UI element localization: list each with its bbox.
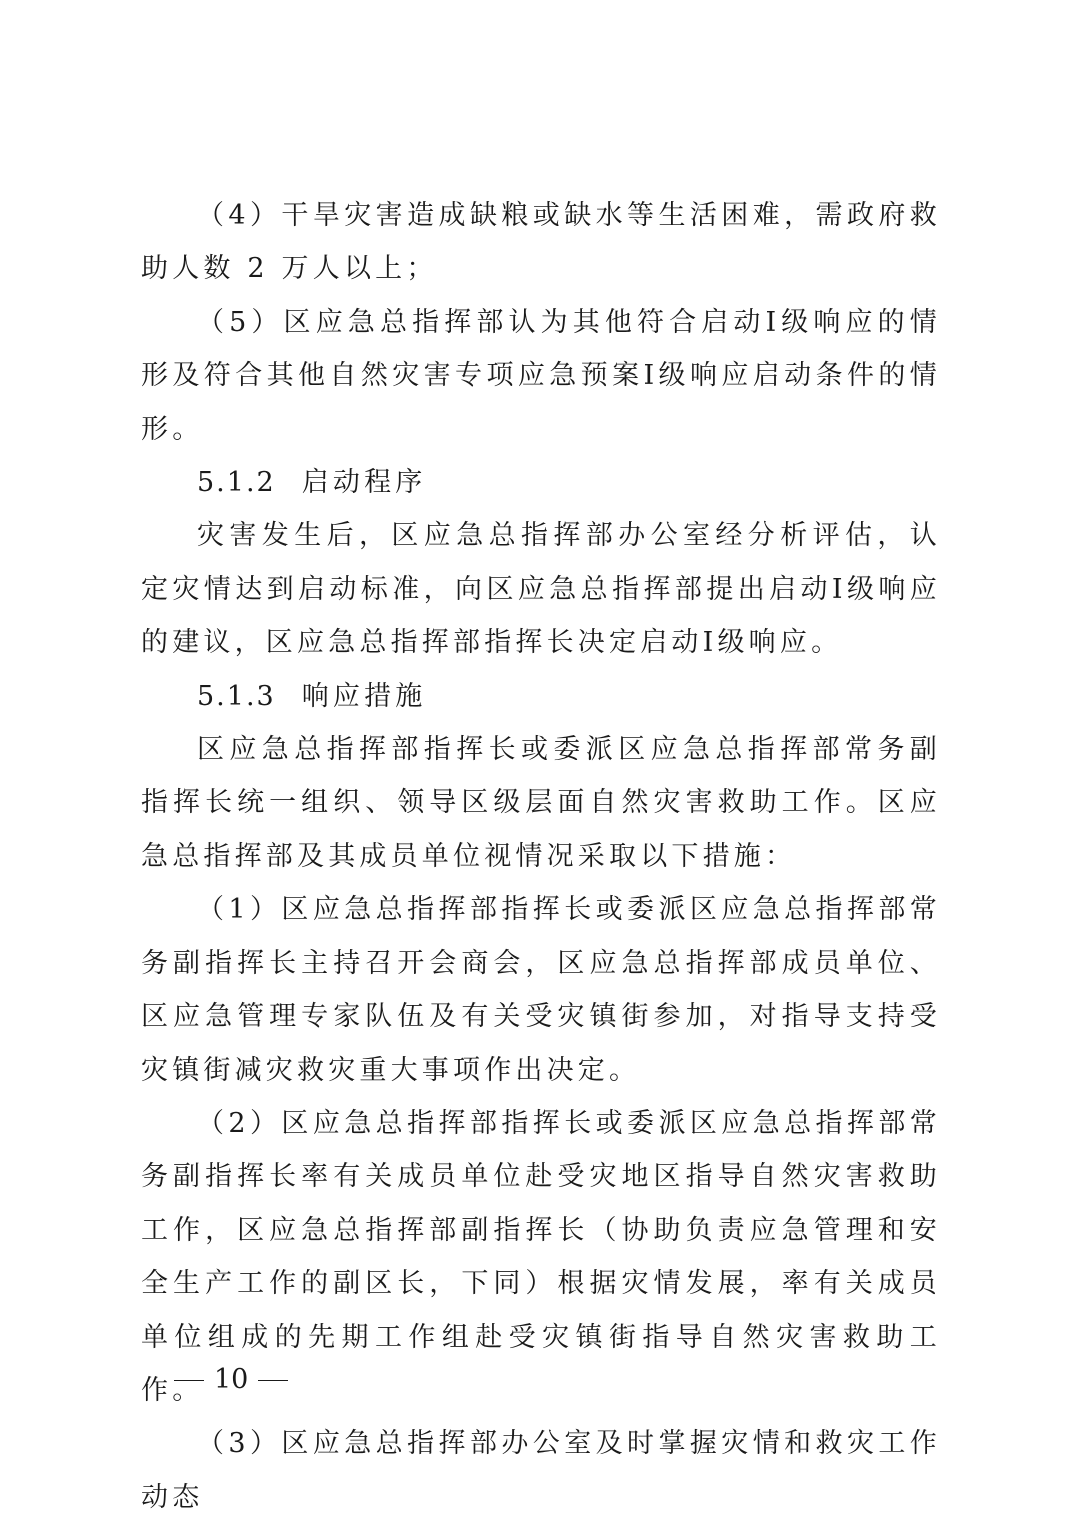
document-body bbox=[141, 189, 941, 1524]
paragraph-start-procedure: 灾害发生后，区应急总指挥部办公室经分析评估，认定灾情达到启动标准，向区应急总指挥部提出启动Ⅰ级响应的建议，区应急总指挥部指挥长决定启动Ⅰ级响应。 bbox=[141, 520, 941, 659]
section-number: 5.1.3 bbox=[197, 680, 276, 712]
paragraph-other-criterion: （5）区应急总指挥部认为其他符合启动Ⅰ级响应的情形及符合其他自然灾害专项应急预案Ⅰ级响应启动条件的情形。 bbox=[141, 306, 941, 445]
page-footer bbox=[164, 1364, 298, 1395]
page-number: 10 bbox=[214, 1364, 249, 1395]
section-title: 响应措施 bbox=[301, 680, 427, 712]
paragraph-measure-3: （3）区应急总指挥部办公室及时掌握灾情和救灾工作动态 bbox=[141, 1428, 941, 1513]
section-heading-5-1-2 bbox=[141, 456, 941, 509]
paragraph-measures-intro: 区应急总指挥部指挥长或委派区应急总指挥部常务副指挥长统一组织、领导区级层面自然灾害救助工作。区应急总指挥部及其成员单位视情况采取以下措施： bbox=[141, 734, 941, 872]
section-title: 启动程序 bbox=[301, 467, 427, 499]
footer-dash-right bbox=[258, 1380, 288, 1381]
paragraph-drought-criterion: （4）干旱灾害造成缺粮或缺水等生活困难，需政府救助人数 2 万人以上； bbox=[141, 200, 941, 285]
footer-dash-left bbox=[174, 1380, 204, 1381]
paragraph-measure-1: （1）区应急总指挥部指挥长或委派区应急总指挥部常务副指挥长主持召开会商会，区应急总指挥部成员单位、区应急管理专家队伍及有关受灾镇街参加，对指导支持受灾镇街减灾救灾重大事项作出决定。 bbox=[141, 894, 941, 1086]
section-number: 5.1.2 bbox=[197, 467, 276, 499]
paragraph-measure-2: （2）区应急总指挥部指挥长或委派区应急总指挥部常务副指挥长率有关成员单位赴受灾地区指导自然灾害救助工作，区应急总指挥部副指挥长（协助负责应急管理和安全生产工作的副区长，下同）根据灾情发展，率有关成员单位组成的先期工作组赴受灾镇街指导自然灾害救助工作。 bbox=[141, 1107, 941, 1406]
section-heading-5-1-3 bbox=[141, 670, 941, 723]
